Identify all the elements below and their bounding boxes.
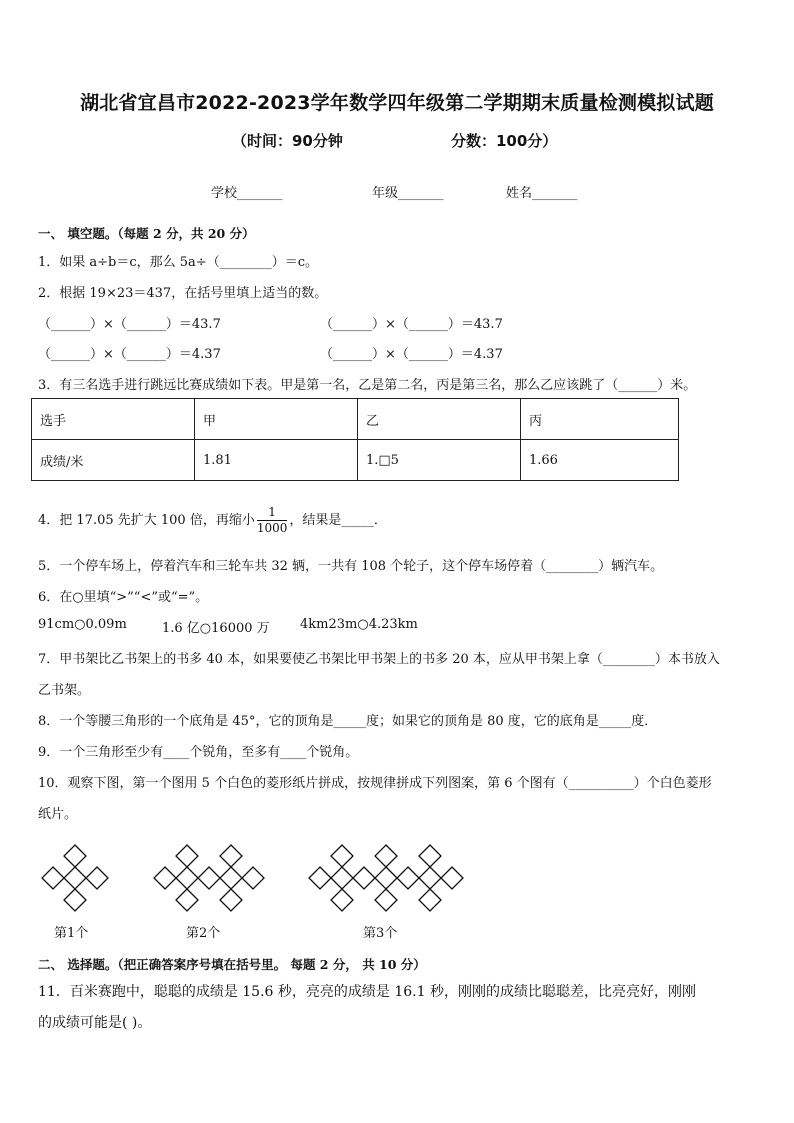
section-2-title: 二、 选择题。（把正确答案序号填在括号里。 每题 2 分， 共 10 分） — [38, 957, 426, 972]
rhombus-figure-3 — [309, 845, 463, 911]
question-6: 6．在○里填“>”“<”或“=”。 — [38, 590, 209, 605]
question-5: 5．一个停车场上，停着汽车和三轮车共 32 辆，一共有 108 个轮子，这个停车场停着（________）辆汽车。 — [38, 559, 664, 574]
question-2-blank: （______）×（______）＝4.37 — [320, 347, 503, 362]
figure-caption-3: 第3个 — [363, 926, 398, 941]
page-title: 湖北省宜昌市2022-2023学年数学四年级第二学期期末质量检测模拟试题 — [80, 92, 714, 114]
question-7: 7．甲书架比乙书架上的书多 40 本，如果要使乙书架比甲书架上的书多 20 本，应从甲书架上拿（________）本书放入 — [38, 652, 720, 667]
table-row — [32, 399, 679, 440]
question-10: 10．观察下图，第一个图用 5 个白色的菱形纸片拼成，按规律拼成下列图案，第 6 个图有（__________）个白色菱形 — [38, 776, 712, 791]
question-2-blank: （______）×（______）＝43.7 — [320, 317, 503, 332]
table-cell: 乙 — [358, 399, 521, 440]
question-4-tail: ，结果是_____． — [289, 513, 387, 528]
section-1-title: 一、 填空题。（每题 2 分，共 20 分） — [38, 226, 255, 241]
fraction — [257, 505, 288, 536]
fraction-denominator: 1000 — [256, 521, 288, 535]
table-cell: 1.□5 — [358, 440, 521, 481]
figure-caption-1: 第1个 — [54, 926, 89, 941]
table-cell: 选手 — [32, 399, 195, 440]
question-4 — [38, 505, 387, 536]
question-2: 2．根据 19×23＝437，在括号里填上适当的数。 — [38, 286, 328, 301]
grade-field[interactable]: 年级_______ — [372, 186, 444, 201]
question-1: 1．如果 a÷b＝c，那么 5a÷（________）＝c。 — [38, 255, 318, 270]
table-row — [32, 440, 679, 481]
question-7-cont: 乙书架。 — [38, 683, 91, 698]
table-cell: 成绩/米 — [32, 440, 195, 481]
table-cell: 1.81 — [195, 440, 358, 481]
question-3: 3．有三名选手进行跳远比赛成绩如下表。甲是第一名，乙是第二名，丙是第三名，那么乙应该跳了（______）米。 — [38, 378, 697, 393]
rhombus-figure-1 — [42, 845, 108, 911]
table-cell: 甲 — [195, 399, 358, 440]
question-4-text: 4．把 17.05 先扩大 100 倍，再缩小 — [38, 513, 255, 528]
exam-time: （时间：90分钟 — [232, 132, 343, 150]
name-field[interactable]: 姓名_______ — [506, 186, 578, 201]
rhombus-figure-2 — [154, 845, 264, 911]
question-6-item: 4km23m○4.23km — [300, 617, 418, 632]
question-11: 11．百米赛跑中，聪聪的成绩是 15.6 秒，亮亮的成绩是 16.1 秒，刚刚的成绩比聪聪差，比亮亮好，刚刚 — [38, 984, 696, 1000]
question-11-cont: 的成绩可能是( )。 — [38, 1015, 152, 1031]
question-10-cont: 纸片。 — [38, 807, 78, 822]
question-9: 9．一个三角形至少有____个锐角，至多有____个锐角。 — [38, 745, 359, 760]
jump-score-table — [31, 398, 679, 481]
table-cell: 丙 — [521, 399, 679, 440]
question-2-blank: （______）×（______）＝43.7 — [38, 317, 221, 332]
question-6-item: 1.6 亿○16000 万 — [162, 621, 270, 636]
school-field[interactable]: 学校_______ — [211, 186, 283, 201]
table-cell: 1.66 — [521, 440, 679, 481]
question-6-item: 91cm○0.09m — [38, 617, 127, 632]
figure-caption-2: 第2个 — [186, 926, 221, 941]
rhombus-pattern-figures — [30, 835, 490, 917]
fraction-numerator: 1 — [257, 505, 288, 521]
question-8: 8．一个等腰三角形的一个底角是 45°，它的顶角是_____度；如果它的顶角是 80 度，它的底角是_____度． — [38, 714, 658, 729]
exam-score: 分数：100分） — [451, 132, 558, 150]
question-2-blank: （______）×（______）＝4.37 — [38, 347, 221, 362]
